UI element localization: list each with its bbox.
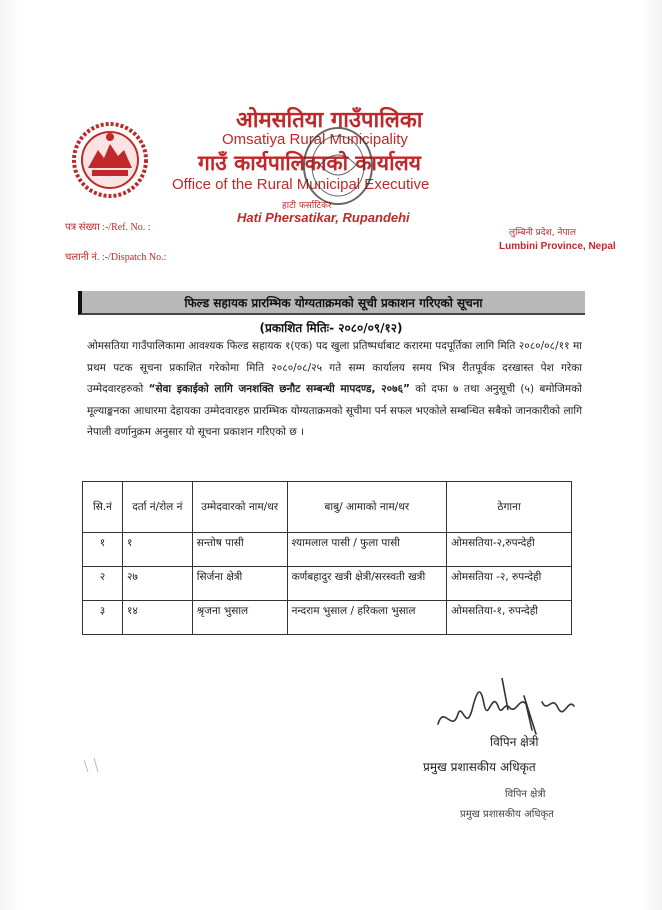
notice-title: फिल्ड सहायक प्रारम्भिक योग्यताक्रमको सूची प्रकाशन गरिएको सूचना (184, 296, 483, 310)
notice-body-bold: “सेवा इकाईको लागि जनशक्ति छनौट सम्बन्धी मापदण्ड, २०७६” (148, 383, 410, 395)
cell-address: ओमसतिया -२, रुपन्देही (447, 567, 572, 601)
office-name-np: गाउँ कार्यपालिकाको कार्यालय (198, 151, 421, 175)
cell-roll: २७ (122, 567, 192, 601)
seal-name: विपिन क्षेत्री (505, 789, 546, 800)
address-en: Hati Phersatikar, Rupandehi (237, 210, 410, 225)
municipality-name-en: Omsatiya Rural Municipality (222, 131, 408, 148)
cell-parents: कर्णबहादुर खत्री क्षेत्री/सरस्वती खत्री (287, 567, 447, 601)
municipality-name-np: ओमसतिया गाउँपालिका (236, 108, 423, 133)
seal-title: प्रमुख प्रशासकीय अधिकृत (460, 809, 554, 820)
signatory-name: विपिन क्षेत्री (490, 735, 539, 749)
cell-roll: १ (122, 533, 192, 567)
cell-parents: श्यामलाल पासी / फुला पासी (287, 533, 447, 567)
paper-mark (80, 756, 110, 776)
signatory-title: प्रमुख प्रशासकीय अधिकृत (423, 760, 536, 774)
cell-sn: १ (83, 533, 123, 567)
province-en: Lumbini Province, Nepal (499, 241, 616, 252)
candidate-table (82, 481, 572, 635)
notice-body-part1: ओमसतिया गाउँपालिकामा आवश्यक फिल्ड सहायक १(एक) पद खुला प्रतिष्पर्धाबाट करारमा पदपूर्तिका लागि मिति २०८०/०८/११ मा प्रथम पटक सूचना प्रकाशित गरेकोमा मिति २०८०/०८/२५ गते सम्म कार्यालय समय भित्र रीतपूर्वक दरखास्त पेश गरेका उम्मेदवारहरुको (87, 340, 582, 395)
table-row (83, 601, 572, 635)
address-np: हाटी फर्साटिकर (282, 201, 332, 211)
published-date: (प्रकाशित मितिः- २०८०/०९/१२) (259, 321, 403, 335)
office-name-en: Office of the Rural Municipal Executive (172, 176, 430, 193)
office-stamp-icon (300, 125, 376, 207)
header-address: ठेगाना (447, 482, 572, 533)
table-header-row (83, 482, 572, 533)
cell-roll: १४ (122, 601, 192, 635)
notice-body-part2: को दफा ७ तथा अनुसूची (५) बमोजिमको मूल्याङ्कनका आधारमा देहायका उम्मेदवारहरु प्रारम्भिक योग्यताक्रमको सूचीमा पर्न सफल भएकोले सम्बन्धित सबैको जानकारीको लागि नेपाली वर्णानुक्रम अनुसार यो सूचना प्रकाशन गरिएको छ । (87, 383, 582, 438)
cell-sn: २ (83, 567, 123, 601)
cell-parents: नन्दराम भुसाल / हरिकला भुसाल (287, 601, 447, 635)
header-roll: दर्ता नं/रोल नं (122, 482, 192, 533)
municipality-emblem-icon (70, 120, 150, 200)
cell-sn: ३ (83, 601, 123, 635)
province-np: लुम्बिनी प्रदेश, नेपाल (509, 228, 576, 238)
cell-name: सन्तोष पासी (192, 533, 287, 567)
table-row (83, 567, 572, 601)
notice-body (87, 336, 582, 444)
header-name: उम्मेदवारको नाम/थर (192, 482, 287, 533)
cell-address: ओमसतिया-२,रुपन्देही (447, 533, 572, 567)
header-parents: बाबु/ आमाको नाम/थर (287, 482, 447, 533)
dispatch-number-label: चलानी नं. :-/Dispatch No.: (65, 252, 167, 263)
table-row (83, 533, 572, 567)
ref-number-label: पत्र संख्या :-/Ref. No. : (65, 222, 151, 233)
cell-address: ओमसतिया-१, रुपन्देही (447, 601, 572, 635)
cell-name: श्रृजना भुसाल (192, 601, 287, 635)
cell-name: सिर्जना क्षेत्री (192, 567, 287, 601)
header-sn: सि.नं (83, 482, 123, 533)
notice-title-bar (78, 291, 585, 315)
